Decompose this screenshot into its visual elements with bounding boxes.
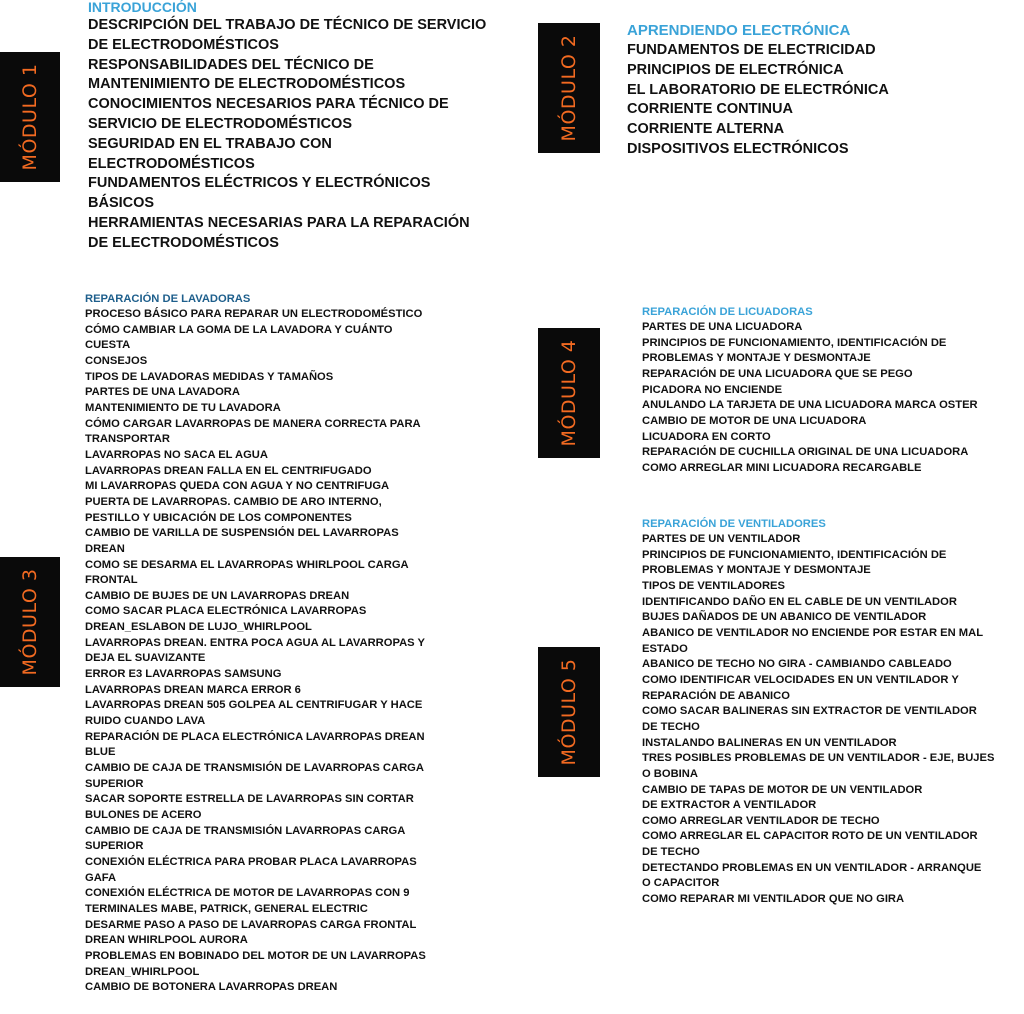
topic-line: REPARACIÓN DE PLACA ELECTRÓNICA LAVARROPAS DREAN	[85, 730, 425, 743]
topic-line: ELECTRODOMÉSTICOS	[88, 155, 255, 172]
topic-line: CAMBIO DE BOTONERA LAVARROPAS DREAN	[85, 981, 338, 994]
topic-line: ANULANDO LA TARJETA DE UNA LICUADORA MARCA OSTER	[642, 399, 978, 412]
topic-line: CUESTA	[85, 339, 131, 352]
topic-line: PROBLEMAS Y MONTAJE Y DESMONTAJE	[642, 352, 871, 365]
topic-line: COMO ARREGLAR VENTILADOR DE TECHO	[642, 814, 880, 827]
topic-line: SACAR SOPORTE ESTRELLA DE LAVARROPAS SIN CORTAR	[85, 793, 414, 806]
topic-line: PRINCIPIOS DE ELECTRÓNICA	[627, 61, 844, 78]
topic-line: PRINCIPIOS DE FUNCIONAMIENTO, IDENTIFICACIÓN DE	[642, 548, 947, 561]
topic-line: MI LAVARROPAS QUEDA CON AGUA Y NO CENTRIFUGA	[85, 480, 390, 493]
topic-line: DE TECHO	[642, 720, 700, 733]
topic-line: DEJA EL SUAVIZANTE	[85, 652, 206, 665]
topic-line: COMO SACAR PLACA ELECTRÓNICA LAVARROPAS	[85, 605, 367, 618]
topic-line: HERRAMIENTAS NECESARIAS PARA LA REPARACIÓN	[88, 214, 470, 231]
module-1-topic-list	[88, 16, 508, 254]
topic-line: LAVARROPAS DREAN. ENTRA POCA AGUA AL LAVARROPAS Y	[85, 636, 425, 649]
topic-line: COMO SE DESARMA EL LAVARROPAS WHIRLPOOL CARGA	[85, 558, 409, 571]
module-5-tab-label: MÓDULO 5	[558, 658, 580, 766]
module-5-topic-list	[642, 532, 1017, 908]
module-2-topic-list	[627, 41, 1007, 160]
topic-line: SUPERIOR	[85, 777, 144, 790]
topic-line: LAVARROPAS DREAN 505 GOLPEA AL CENTRIFUGAR Y HACE	[85, 699, 423, 712]
module-1-section	[88, 0, 508, 254]
topic-line: DE EXTRACTOR A VENTILADOR	[642, 799, 817, 812]
topic-line: COMO ARREGLAR EL CAPACITOR ROTO DE UN VENTILADOR	[642, 830, 978, 843]
topic-line: CAMBIO DE BUJES DE UN LAVARROPAS DREAN	[85, 589, 350, 602]
topic-line: CAMBIO DE MOTOR DE UNA LICUADORA	[642, 414, 867, 427]
topic-line: DREAN_ESLABON DE LUJO_WHIRLPOOL	[85, 621, 312, 634]
topic-line: PARTES DE UNA LICUADORA	[642, 321, 803, 333]
module-2-tab	[538, 23, 600, 153]
topic-line: TIPOS DE VENTILADORES	[642, 579, 785, 592]
topic-line: DISPOSITIVOS ELECTRÓNICOS	[627, 140, 849, 157]
topic-line: CAMBIO DE VARILLA DE SUSPENSIÓN DEL LAVARROPAS	[85, 527, 399, 540]
topic-line: BÁSICOS	[88, 195, 155, 212]
module-3-topic-list	[85, 307, 485, 996]
topic-line: ERROR E3 LAVARROPAS SAMSUNG	[85, 668, 282, 681]
topic-line: DE ELECTRODOMÉSTICOS	[88, 234, 279, 251]
topic-line: CAMBIO DE CAJA DE TRANSMISIÓN LAVARROPAS CARGA	[85, 824, 406, 837]
module-3-tab	[0, 557, 60, 687]
topic-line: DETECTANDO PROBLEMAS EN UN VENTILADOR - ARRANQUE	[642, 861, 982, 874]
topic-line: TERMINALES MABE, PATRICK, GENERAL ELECTRIC	[85, 902, 368, 915]
topic-line: CONOCIMIENTOS NECESARIOS PARA TÉCNICO DE	[88, 96, 449, 113]
topic-line: ABANICO DE TECHO NO GIRA - CAMBIANDO CABLEADO	[642, 658, 952, 671]
topic-line: CONEXIÓN ELÉCTRICA DE MOTOR DE LAVARROPAS CON 9	[85, 887, 410, 900]
topic-line: CORRIENTE ALTERNA	[627, 121, 785, 138]
module-5-heading: REPARACIÓN DE VENTILADORES	[642, 518, 826, 530]
topic-line: MANTENIMIENTO DE TU LAVADORA	[85, 401, 281, 414]
topic-line: INSTALANDO BALINERAS EN UN VENTILADOR	[642, 736, 897, 749]
module-4-section	[642, 305, 1012, 477]
topic-line: BUJES DAÑADOS DE UN ABANICO DE VENTILADOR	[642, 611, 927, 624]
topic-line: RESPONSABILIDADES DEL TÉCNICO DE	[88, 56, 374, 73]
topic-line: O CAPACITOR	[642, 877, 720, 890]
topic-line: REPARACIÓN DE ABANICO	[642, 689, 790, 702]
topic-line: CONEXIÓN ELÉCTRICA PARA PROBAR PLACA LAVARROPAS	[85, 855, 417, 868]
topic-line: TRANSPORTAR	[85, 433, 170, 446]
topic-line: PARTES DE UN VENTILADOR	[642, 533, 801, 545]
topic-line: MANTENIMIENTO DE ELECTRODOMÉSTICOS	[88, 76, 406, 93]
topic-line: PROBLEMAS EN BOBINADO DEL MOTOR DE UN LAVARROPAS	[85, 949, 426, 962]
topic-line: BLUE	[85, 746, 116, 759]
topic-line: FRONTAL	[85, 574, 138, 587]
topic-line: CAMBIO DE TAPAS DE MOTOR DE UN VENTILADOR	[642, 783, 923, 796]
topic-line: SERVICIO DE ELECTRODOMÉSTICOS	[88, 115, 352, 132]
topic-line: CONSEJOS	[85, 354, 148, 367]
topic-line: CÓMO CARGAR LAVARROPAS DE MANERA CORRECTA PARA	[85, 417, 421, 430]
topic-line: DESCRIPCIÓN DEL TRABAJO DE TÉCNICO DE SERVICIO	[88, 17, 487, 33]
topic-line: GAFA	[85, 871, 117, 884]
topic-line: PROBLEMAS Y MONTAJE Y DESMONTAJE	[642, 564, 871, 577]
topic-line: PRINCIPIOS DE FUNCIONAMIENTO, IDENTIFICACIÓN DE	[642, 336, 947, 349]
topic-line: ESTADO	[642, 642, 688, 655]
topic-line: CORRIENTE CONTINUA	[627, 101, 793, 118]
topic-line: DESARME PASO A PASO DE LAVARROPAS CARGA FRONTAL	[85, 918, 417, 931]
topic-line: DE ELECTRODOMÉSTICOS	[88, 36, 279, 53]
module-3-section	[85, 292, 485, 996]
topic-line: DE TECHO	[642, 846, 700, 859]
topic-line: COMO SACAR BALINERAS SIN EXTRACTOR DE VENTILADOR	[642, 705, 977, 718]
topic-line: SEGURIDAD EN EL TRABAJO CON	[88, 135, 332, 152]
topic-line: DREAN_WHIRLPOOL	[85, 965, 200, 978]
module-5-section	[642, 517, 1017, 908]
module-4-tab-label: MÓDULO 4	[558, 339, 580, 447]
topic-line: TRES POSIBLES PROBLEMAS DE UN VENTILADOR - EJE, BUJES	[642, 752, 995, 765]
module-4-tab	[538, 328, 600, 458]
topic-line: IDENTIFICANDO DAÑO EN EL CABLE DE UN VENTILADOR	[642, 595, 957, 608]
topic-line: PICADORA NO ENCIENDE	[642, 383, 783, 396]
topic-line: CAMBIO DE CAJA DE TRANSMISIÓN DE LAVARROPAS CARGA	[85, 762, 424, 775]
topic-line: PARTES DE UNA LAVADORA	[85, 386, 240, 399]
topic-line: COMO IDENTIFICAR VELOCIDADES EN UN VENTILADOR Y	[642, 673, 959, 686]
topic-line: LICUADORA EN CORTO	[642, 430, 771, 443]
module-2-heading: APRENDIENDO ELECTRÓNICA	[627, 22, 851, 39]
topic-line: PROCESO BÁSICO PARA REPARAR UN ELECTRODOMÉSTICO	[85, 308, 423, 320]
module-1-heading: INTRODUCCIÓN	[88, 0, 197, 15]
topic-line: LAVARROPAS DREAN MARCA ERROR 6	[85, 683, 301, 696]
topic-line: PUERTA DE LAVARROPAS. CAMBIO DE ARO INTERNO,	[85, 495, 382, 508]
topic-line: FUNDAMENTOS ELÉCTRICOS Y ELECTRÓNICOS	[88, 175, 431, 192]
topic-line: REPARACIÓN DE UNA LICUADORA QUE SE PEGO	[642, 367, 913, 380]
topic-line: COMO REPARAR MI VENTILADOR QUE NO GIRA	[642, 893, 905, 906]
topic-line: DREAN	[85, 542, 125, 555]
topic-line: TIPOS DE LAVADORAS MEDIDAS Y TAMAÑOS	[85, 370, 334, 383]
module-4-topic-list	[642, 320, 1012, 477]
module-2-section	[627, 21, 1007, 160]
topic-line: RUIDO CUANDO LAVA	[85, 715, 206, 728]
topic-line: O BOBINA	[642, 767, 698, 780]
topic-line: LAVARROPAS DREAN FALLA EN EL CENTRIFUGADO	[85, 464, 372, 477]
module-2-tab-label: MÓDULO 2	[558, 34, 580, 142]
topic-line: BULONES DE ACERO	[85, 809, 202, 821]
topic-line: COMO ARREGLAR MINI LICUADORA RECARGABLE	[642, 461, 922, 474]
module-1-tab-label: MÓDULO 1	[19, 63, 41, 171]
topic-line: SUPERIOR	[85, 840, 144, 853]
module-5-tab	[538, 647, 600, 777]
topic-line: CÓMO CAMBIAR LA GOMA DE LA LAVADORA Y CUÁNTO	[85, 323, 393, 336]
topic-line: PESTILLO Y UBICACIÓN DE LOS COMPONENTES	[85, 511, 352, 524]
module-3-heading: REPARACIÓN DE LAVADORAS	[85, 293, 251, 305]
topic-line: EL LABORATORIO DE ELECTRÓNICA	[627, 81, 889, 98]
topic-line: LAVARROPAS NO SACA EL AGUA	[85, 448, 268, 461]
topic-line: DREAN WHIRLPOOL AURORA	[85, 934, 248, 947]
topic-line: ABANICO DE VENTILADOR NO ENCIENDE POR ESTAR EN MAL	[642, 626, 984, 639]
topic-line: FUNDAMENTOS DE ELECTRICIDAD	[627, 42, 876, 58]
module-3-tab-label: MÓDULO 3	[19, 568, 41, 676]
module-1-tab	[0, 52, 60, 182]
topic-line: REPARACIÓN DE CUCHILLA ORIGINAL DE UNA LICUADORA	[642, 446, 969, 459]
module-4-heading: REPARACIÓN DE LICUADORAS	[642, 306, 813, 318]
